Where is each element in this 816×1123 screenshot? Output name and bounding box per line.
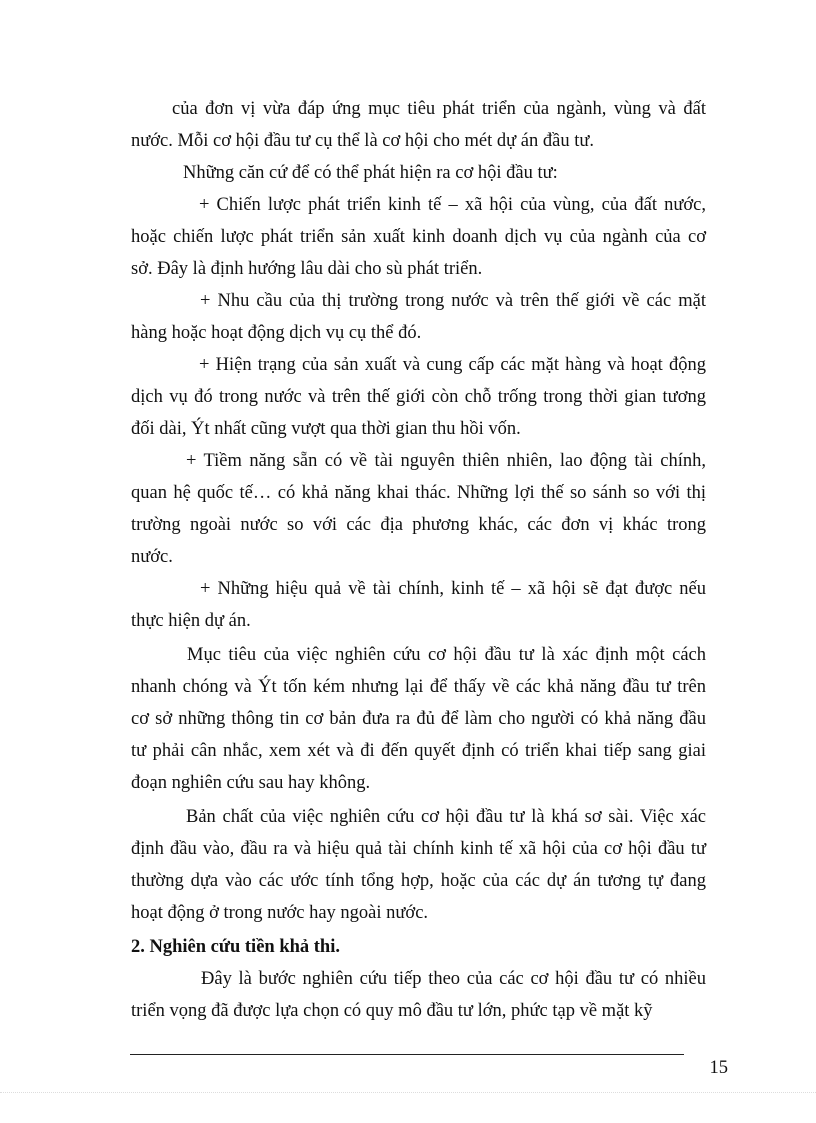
page-number: 15 — [709, 1058, 728, 1078]
text-line: + Nhu cầu của thị trường trong nước và trên thế giới về các mặt — [200, 291, 706, 311]
text-line: tư phải cân nhắc, xem xét và đi đến quyết định có triển khai tiếp sang giai — [131, 741, 706, 761]
text-line: Những căn cứ để có thể phát hiện ra cơ hội đầu tư: — [183, 163, 558, 183]
text-line: dịch vụ đó trong nước và trên thế giới còn chỗ trống trong thời gian tương — [131, 387, 706, 407]
text-line: đối dài, Ýt nhất cũng vượt qua thời gian thu hồi vốn. — [131, 419, 521, 439]
text-line: trường ngoài nước so với các địa phương khác, các đơn vị khác trong — [131, 515, 706, 535]
text-line: Mục tiêu của việc nghiên cứu cơ hội đầu tư là xác định một cách — [187, 645, 706, 665]
text-line: của đơn vị vừa đáp ứng mục tiêu phát triển của ngành, vùng và đất — [172, 99, 706, 119]
text-line: thực hiện dự án. — [131, 611, 251, 631]
text-line: + Những hiệu quả về tài chính, kinh tế – xã hội sẽ đạt được nếu — [200, 579, 706, 599]
text-line: + Chiến lược phát triển kinh tế – xã hội của vùng, của đất nước, — [199, 195, 706, 215]
text-line: thường dựa vào các ước tính tổng hợp, hoặc của các dự án tương tự đang — [131, 871, 706, 891]
text-line: sở. Đây là định hướng lâu dài cho sù phát triển. — [131, 259, 483, 279]
text-line: nhanh chóng và Ýt tốn kém nhưng lại để thấy về các khả năng đầu tư trên — [131, 677, 706, 697]
text-line: hoặc chiến lược phát triển sản xuất kinh doanh dịch vụ của ngành của cơ — [131, 227, 706, 247]
footer-divider — [130, 1054, 684, 1055]
page-bottom-edge — [0, 1092, 816, 1093]
text-line: quan hệ quốc tế… có khả năng khai thác. Những lợi thế so sánh so với thị — [131, 483, 706, 503]
text-line: đoạn nghiên cứu sau hay không. — [131, 773, 371, 793]
text-line: + Tiềm năng sẵn có về tài nguyên thiên nhiên, lao động tài chính, — [186, 451, 706, 471]
text-line: hoạt động ở trong nước hay ngoài nước. — [131, 903, 429, 923]
text-line: định đầu vào, đầu ra và hiệu quả tài chính kinh tế xã hội của cơ hội đầu tư — [131, 839, 706, 859]
text-line: cơ sở những thông tin cơ bản đưa ra đủ để làm cho người có khả năng đầu — [131, 709, 706, 729]
text-line: + Hiện trạng của sản xuất và cung cấp các mặt hàng và hoạt động — [199, 355, 706, 375]
text-line: nước. — [131, 547, 173, 567]
text-line: triển vọng đã được lựa chọn có quy mô đầu tư lớn, phức tạp về mặt kỹ — [131, 1001, 653, 1021]
text-line: hàng hoặc hoạt động dịch vụ cụ thể đó. — [131, 323, 422, 343]
text-line: nước. Mỗi cơ hội đầu tư cụ thể là cơ hội cho mét dự án đầu tư. — [131, 131, 594, 151]
section-heading: 2. Nghiên cứu tiền khả thi. — [131, 937, 340, 957]
text-line: Bản chất của việc nghiên cứu cơ hội đầu tư là khá sơ sài. Việc xác — [186, 807, 706, 827]
text-line: Đây là bước nghiên cứu tiếp theo của các cơ hội đầu tư có nhiều — [201, 969, 706, 989]
